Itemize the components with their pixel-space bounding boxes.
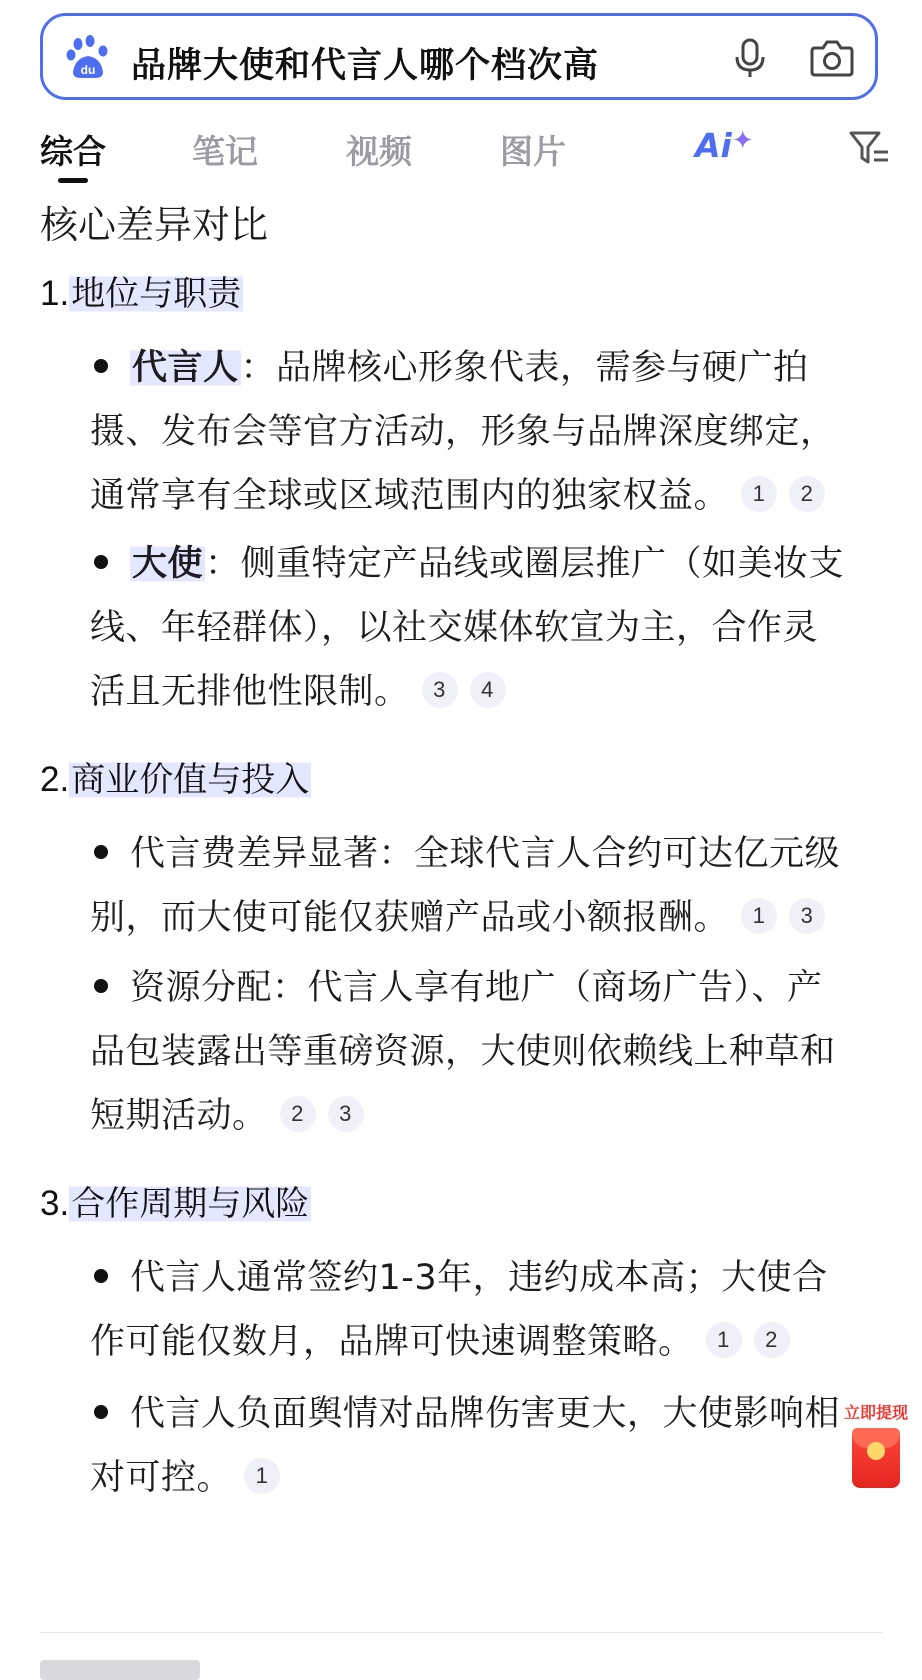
bullet-dot [94,1269,108,1283]
list-item: 大使：侧重特定产品线或圈层推广（如美妆支 [90,536,844,586]
list-item-continued: 摄、发布会等官方活动，形象与品牌深度绑定， [90,412,836,452]
list-item: 代言人负面舆情对品牌伤害更大，大使影响相 [90,1386,840,1436]
list-item: 资源分配：代言人享有地广（商场广告）、产 [90,960,823,1010]
filter-icon[interactable] [848,128,890,168]
list-item-continued: 作可能仅数月，品牌可快速调整策略。 1 2 [90,1314,790,1364]
tab-videos[interactable]: 视频 [346,132,412,171]
tab-notes[interactable]: 笔记 [192,132,258,171]
citation-badge[interactable]: 3 [789,898,825,934]
coin-icon [867,1442,885,1460]
tab-images[interactable]: 图片 [500,132,566,171]
citation-badge[interactable]: 2 [754,1322,790,1358]
bullet-dot [94,1405,108,1419]
answer-heading: 核心差异对比 [40,203,269,247]
camera-icon[interactable] [809,36,855,80]
bullet-dot [94,845,108,859]
citation-badge[interactable]: 1 [741,898,777,934]
citation-badge[interactable]: 1 [706,1322,742,1358]
search-query-text[interactable]: 品牌大使和代言人哪个档次高 [131,46,600,86]
bullet-dot [94,555,108,569]
list-item-continued: 对可控。 1 [90,1450,280,1500]
sparkle-icon: ✦ [731,126,754,156]
tab-ai-label: Ai [695,126,732,165]
list-item-continued: 线、年轻群体），以社交媒体软宣为主，合作灵 [90,608,819,648]
list-item: 代言人：品牌核心形象代表，需参与硬广拍 [90,340,809,390]
list-item-continued: 通常享有全球或区域范围内的独家权益。 1 2 [90,468,825,518]
svg-text:du: du [80,63,96,77]
citation-badge[interactable]: 2 [280,1096,316,1132]
citation-badge[interactable]: 4 [470,672,506,708]
list-item: 代言费差异显著：全球代言人合约可达亿元级 [90,826,840,876]
section-title: 2.商业价值与投入 [40,760,310,800]
search-bar[interactable] [40,13,878,100]
list-item-continued: 短期活动。 2 3 [90,1088,364,1138]
bullet-dot [94,979,108,993]
list-item-continued: 别，而大使可能仅获赠产品或小额报酬。 1 3 [90,890,825,940]
withdraw-reward-widget[interactable] [836,1400,916,1500]
list-item: 代言人通常签约1-3年，违约成本高；大使合 [90,1250,828,1300]
baidu-paw-icon [65,34,111,80]
citation-badge[interactable]: 1 [741,476,777,512]
tab-all[interactable]: 综合 [40,126,106,173]
microphone-icon[interactable] [728,36,772,80]
bullet-dot [94,359,108,373]
list-item-continued: 品包装露出等重磅资源，大使则依赖线上种草和 [90,1032,836,1072]
next-section-peek [40,1660,200,1680]
tab-ai[interactable] [695,126,754,165]
citation-badge[interactable]: 3 [422,672,458,708]
search-tabs [0,118,922,180]
withdraw-label: 立即提现 [843,1403,908,1422]
section-title: 3.合作周期与风险 [40,1184,310,1224]
section-title: 1.地位与职责 [40,274,242,314]
citation-badge[interactable]: 3 [328,1096,364,1132]
section-divider [40,1632,882,1633]
list-item-continued: 活且无排他性限制。 3 4 [90,664,506,714]
citation-badge[interactable]: 1 [244,1458,280,1494]
citation-badge[interactable]: 2 [789,476,825,512]
